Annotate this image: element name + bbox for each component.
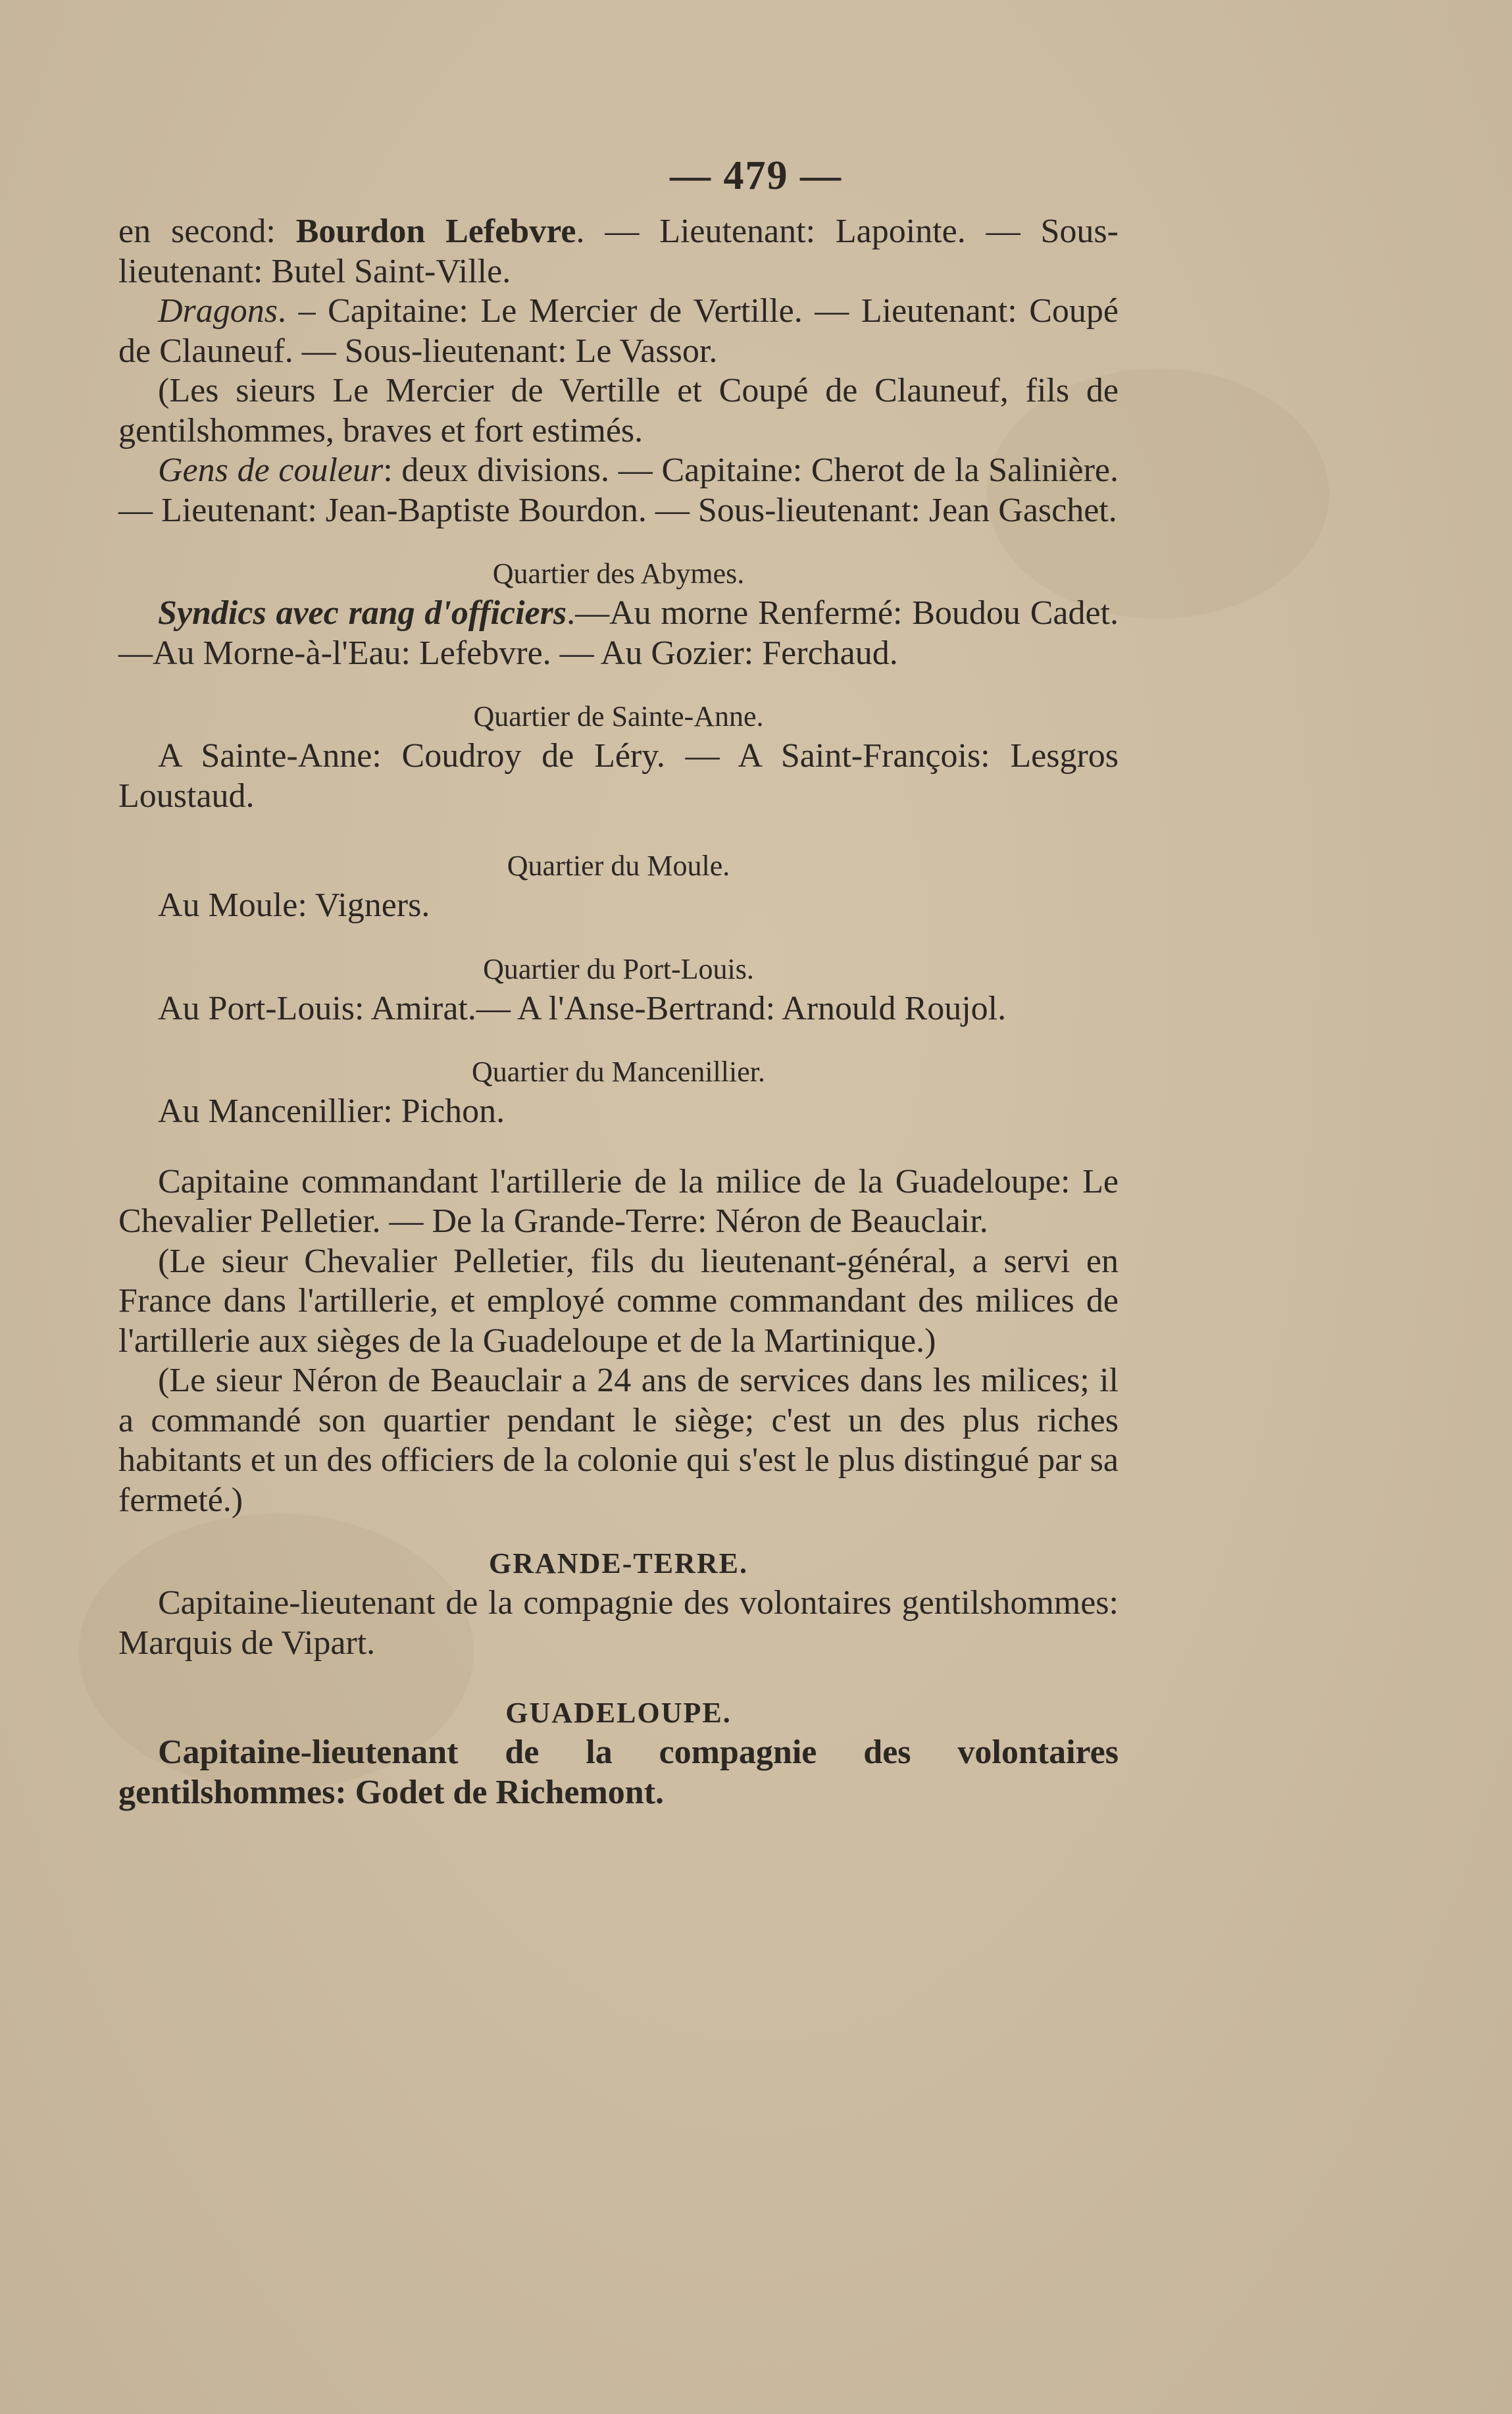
text-run: Au Port-Louis: Amirat.— A l'Anse-Bertrand: Arnould Roujol. [158,989,1007,1027]
text-run: Bourdon Lefebvre [295,213,576,250]
spacer [118,1132,1119,1162]
text-run: : deux divisions. — Capitaine: Cherot de la Salinière. — Lieutenant: Jean-Baptiste Bourdon. — Sous-lieutenant: Jean Gaschet. [118,451,1119,529]
text-run: Au Mancenillier: Pichon. [158,1092,505,1130]
section-heading: Quartier du Moule. [507,850,730,882]
paragraph [118,371,1119,451]
paragraph [118,212,1119,292]
section-heading: GRANDE-TERRE. [489,1547,748,1579]
section-heading: Quartier des Abymes. [492,557,745,590]
page-body [118,212,1119,1812]
text-run: en second: [118,213,296,250]
text-run: . — Lieutenant: Lapointe. — Sous-lieutenant: Butel Saint-Ville. [118,213,1119,290]
text-run: .—Au morne Renfermé: Boudou Cadet. —Au Morne-à-l'Eau: Lefebvre. — Au Gozier: Ferchaud. [118,594,1119,672]
text-run: A Sainte-Anne: Coudroy de Léry. — A Saint-François: Lesgros Loustaud. [118,737,1119,815]
paragraph [118,451,1119,530]
text-run: (Les sieurs Le Mercier de Vertille et Coupé de Clauneuf, fils de gentilshommes, braves et fort estimés. [118,372,1119,449]
spacer [118,530,1119,554]
paragraph [118,1162,1119,1242]
text-run: Capitaine-lieutenant de la compagnie des volontaires gentilshommes: Marquis de Vipart. [118,1584,1119,1662]
section-heading: Quartier du Port-Louis. [483,952,754,985]
page-number: — 479 — [670,153,842,198]
spacer [118,1520,1119,1544]
section-heading: GUADELOUPE. [505,1697,732,1729]
text-run: Capitaine commandant l'artillerie de la milice de la Guadeloupe: Le Chevalier Pelletier. — De la Grande-Terre: Néron de Beauclair. [118,1162,1119,1240]
paragraph [118,1361,1119,1520]
paragraph [118,1092,1119,1132]
spacer [118,1029,1119,1052]
text-run: Capitaine-lieutenant de la compagnie des volontaires gentilshommes: Godet de Richemont. [118,1733,1119,1811]
paragraph [118,1242,1119,1362]
section-heading: Quartier de Sainte-Anne. [473,700,764,732]
paragraph [118,736,1119,816]
text-run: . – Capitaine: Le Mercier de Vertille. — Lieutenant: Coupé de Clauneuf. — Sous-lieutenant: Le Vassor. [118,292,1119,370]
text-run: Gens de couleur [158,451,384,489]
text-run: (Le sieur Néron de Beauclair a 24 ans de services dans les milices; il a commandé son quartier pendant le siège; c'est un des plus riches habitants et un des officiers de la colonie qui s'est le plus distingué par sa fermeté.) [118,1362,1119,1519]
text-run: (Le sieur Chevalier Pelletier, fils du lieutenant-général, a servi en France dans l'artillerie, et employé comme commandant des milices de l'artillerie aux sièges de la Guadeloupe et de la Martinique.) [118,1242,1119,1360]
spacer [118,673,1119,697]
paragraph [118,1733,1119,1812]
text-run: Dragons [158,292,278,330]
spacer [118,1663,1119,1693]
paragraph [118,1583,1119,1663]
paragraph [118,886,1119,926]
spacer [118,926,1119,950]
paragraph [118,292,1119,371]
text-run: Au Moule: Vigners. [158,886,430,924]
section-heading: Quartier du Mancenillier. [472,1056,765,1088]
text-run: Syndics avec rang d'officiers [158,594,567,632]
spacer [118,816,1119,846]
paragraph [118,989,1119,1029]
paragraph [118,594,1119,673]
